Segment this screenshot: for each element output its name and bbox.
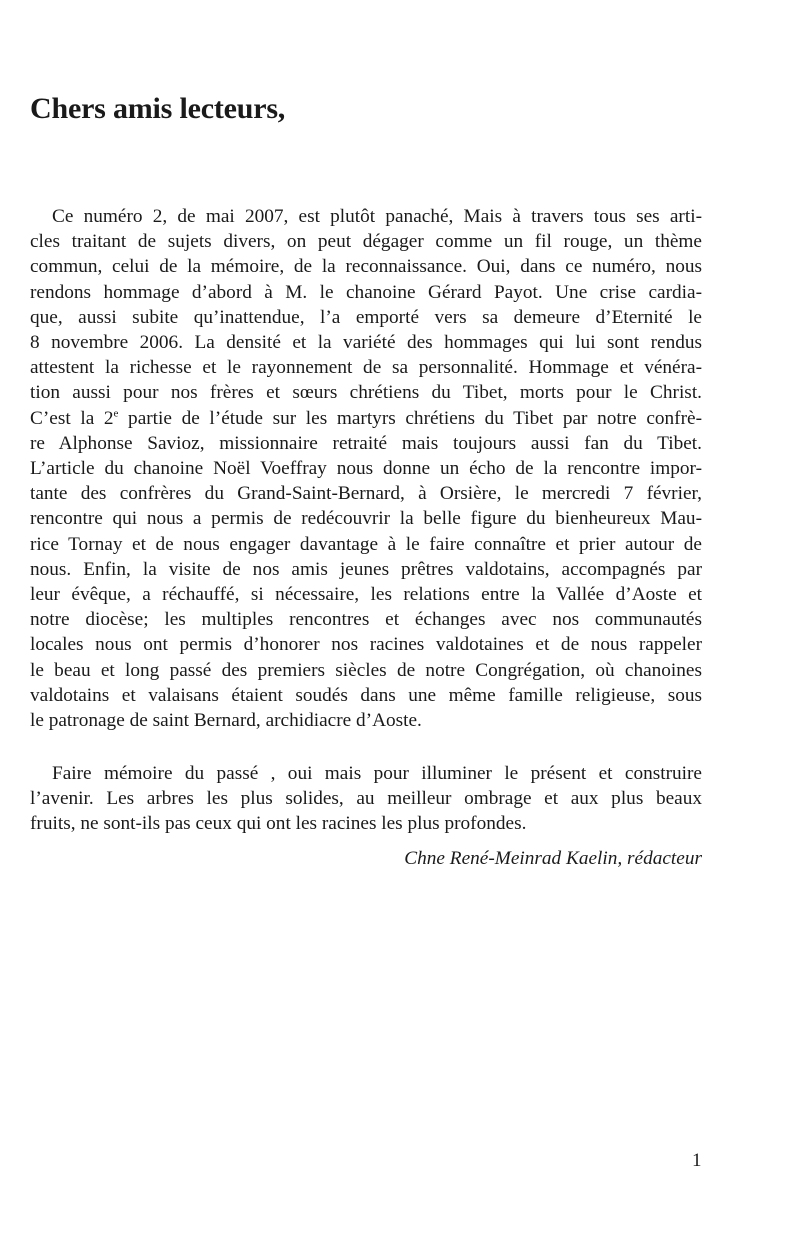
text-line: tion aussi pour nos frères et sœurs chrétiens du Tibet, morts pour le Christ. xyxy=(30,382,702,404)
text-line: 8 novembre 2006. La densité et la variété des hommages qui lui sont rendus xyxy=(30,332,702,354)
text-line: Ce numéro 2, de mai 2007, est plutôt panaché, Mais à travers tous ses arti- xyxy=(52,206,702,227)
text-line: Faire mémoire du passé , oui mais pour illuminer le présent et construire xyxy=(52,763,702,784)
text-line: rice Tornay et de nous engager davantage à le faire connaître et prier autour de xyxy=(30,533,702,555)
text-line: commun, celui de la mémoire, de la reconnaissance. Oui, dans ce numéro, nous xyxy=(30,256,702,278)
author-signature: Chne René-Meinrad Kaelin, rédacteur xyxy=(404,848,702,869)
ordinal-superscript: e xyxy=(113,407,119,420)
text-line: locales nous ont permis d’honorer nos racines valdotaines et de nous rappeler xyxy=(30,634,702,656)
text-line: re Alphonse Savioz, missionnaire retraité mais toujours aussi fan du Tibet. xyxy=(30,432,702,454)
text-line xyxy=(30,406,702,431)
editorial-paragraph-2 xyxy=(30,761,702,837)
text-line: l’avenir. Les arbres les plus solides, au meilleur ombrage et aux plus beaux xyxy=(30,788,702,810)
text-line: le patronage de saint Bernard, archidiacre d’Aoste. xyxy=(30,710,422,732)
text-line: fruits, ne sont-ils pas ceux qui ont les racines les plus profondes. xyxy=(30,813,527,835)
text-line: nous. Enfin, la visite de nos amis jeunes prêtres valdotains, accompagnés par xyxy=(30,558,702,580)
page-title: Chers amis lecteurs, xyxy=(30,92,286,125)
text-line: notre diocèse; les multiples rencontres et échanges avec nos communautés xyxy=(30,609,702,631)
text-line: rencontre qui nous a permis de redécouvrir la belle figure du bienheureux Mau- xyxy=(30,508,702,530)
editorial-paragraph-1 xyxy=(30,204,702,733)
text-line: L’article du chanoine Noël Voeffray nous donne un écho de la rencontre impor- xyxy=(30,458,702,480)
text-line: attestent la richesse et le rayonnement de sa personnalité. Hommage et vénéra- xyxy=(30,357,702,379)
text-line: leur évêque, a réchauffé, si nécessaire, les relations entre la Vallée d’Aoste et xyxy=(30,584,702,606)
text-line: rendons hommage d’abord à M. le chanoine Gérard Payot. Une crise cardia- xyxy=(30,281,702,303)
text-line: valdotains et valaisans étaient soudés dans une même famille religieuse, sous xyxy=(30,684,702,706)
text-line: le beau et long passé des premiers siècles de notre Congrégation, où chanoines xyxy=(30,659,702,681)
text-line: cles traitant de sujets divers, on peut dégager comme un fil rouge, un thème xyxy=(30,231,702,253)
text-line: tante des confrères du Grand-Saint-Bernard, à Orsière, le mercredi 7 février, xyxy=(30,483,702,505)
page-number: 1 xyxy=(692,1150,702,1171)
text-fragment: C’est la 2 xyxy=(30,407,114,429)
text-line: que, aussi subite qu’inattendue, l’a emporté vers sa demeure d’Eternité le xyxy=(30,306,702,328)
text-fragment: partie de l’étude sur les martyrs chrétiens du Tibet par notre confrè- xyxy=(118,407,702,429)
